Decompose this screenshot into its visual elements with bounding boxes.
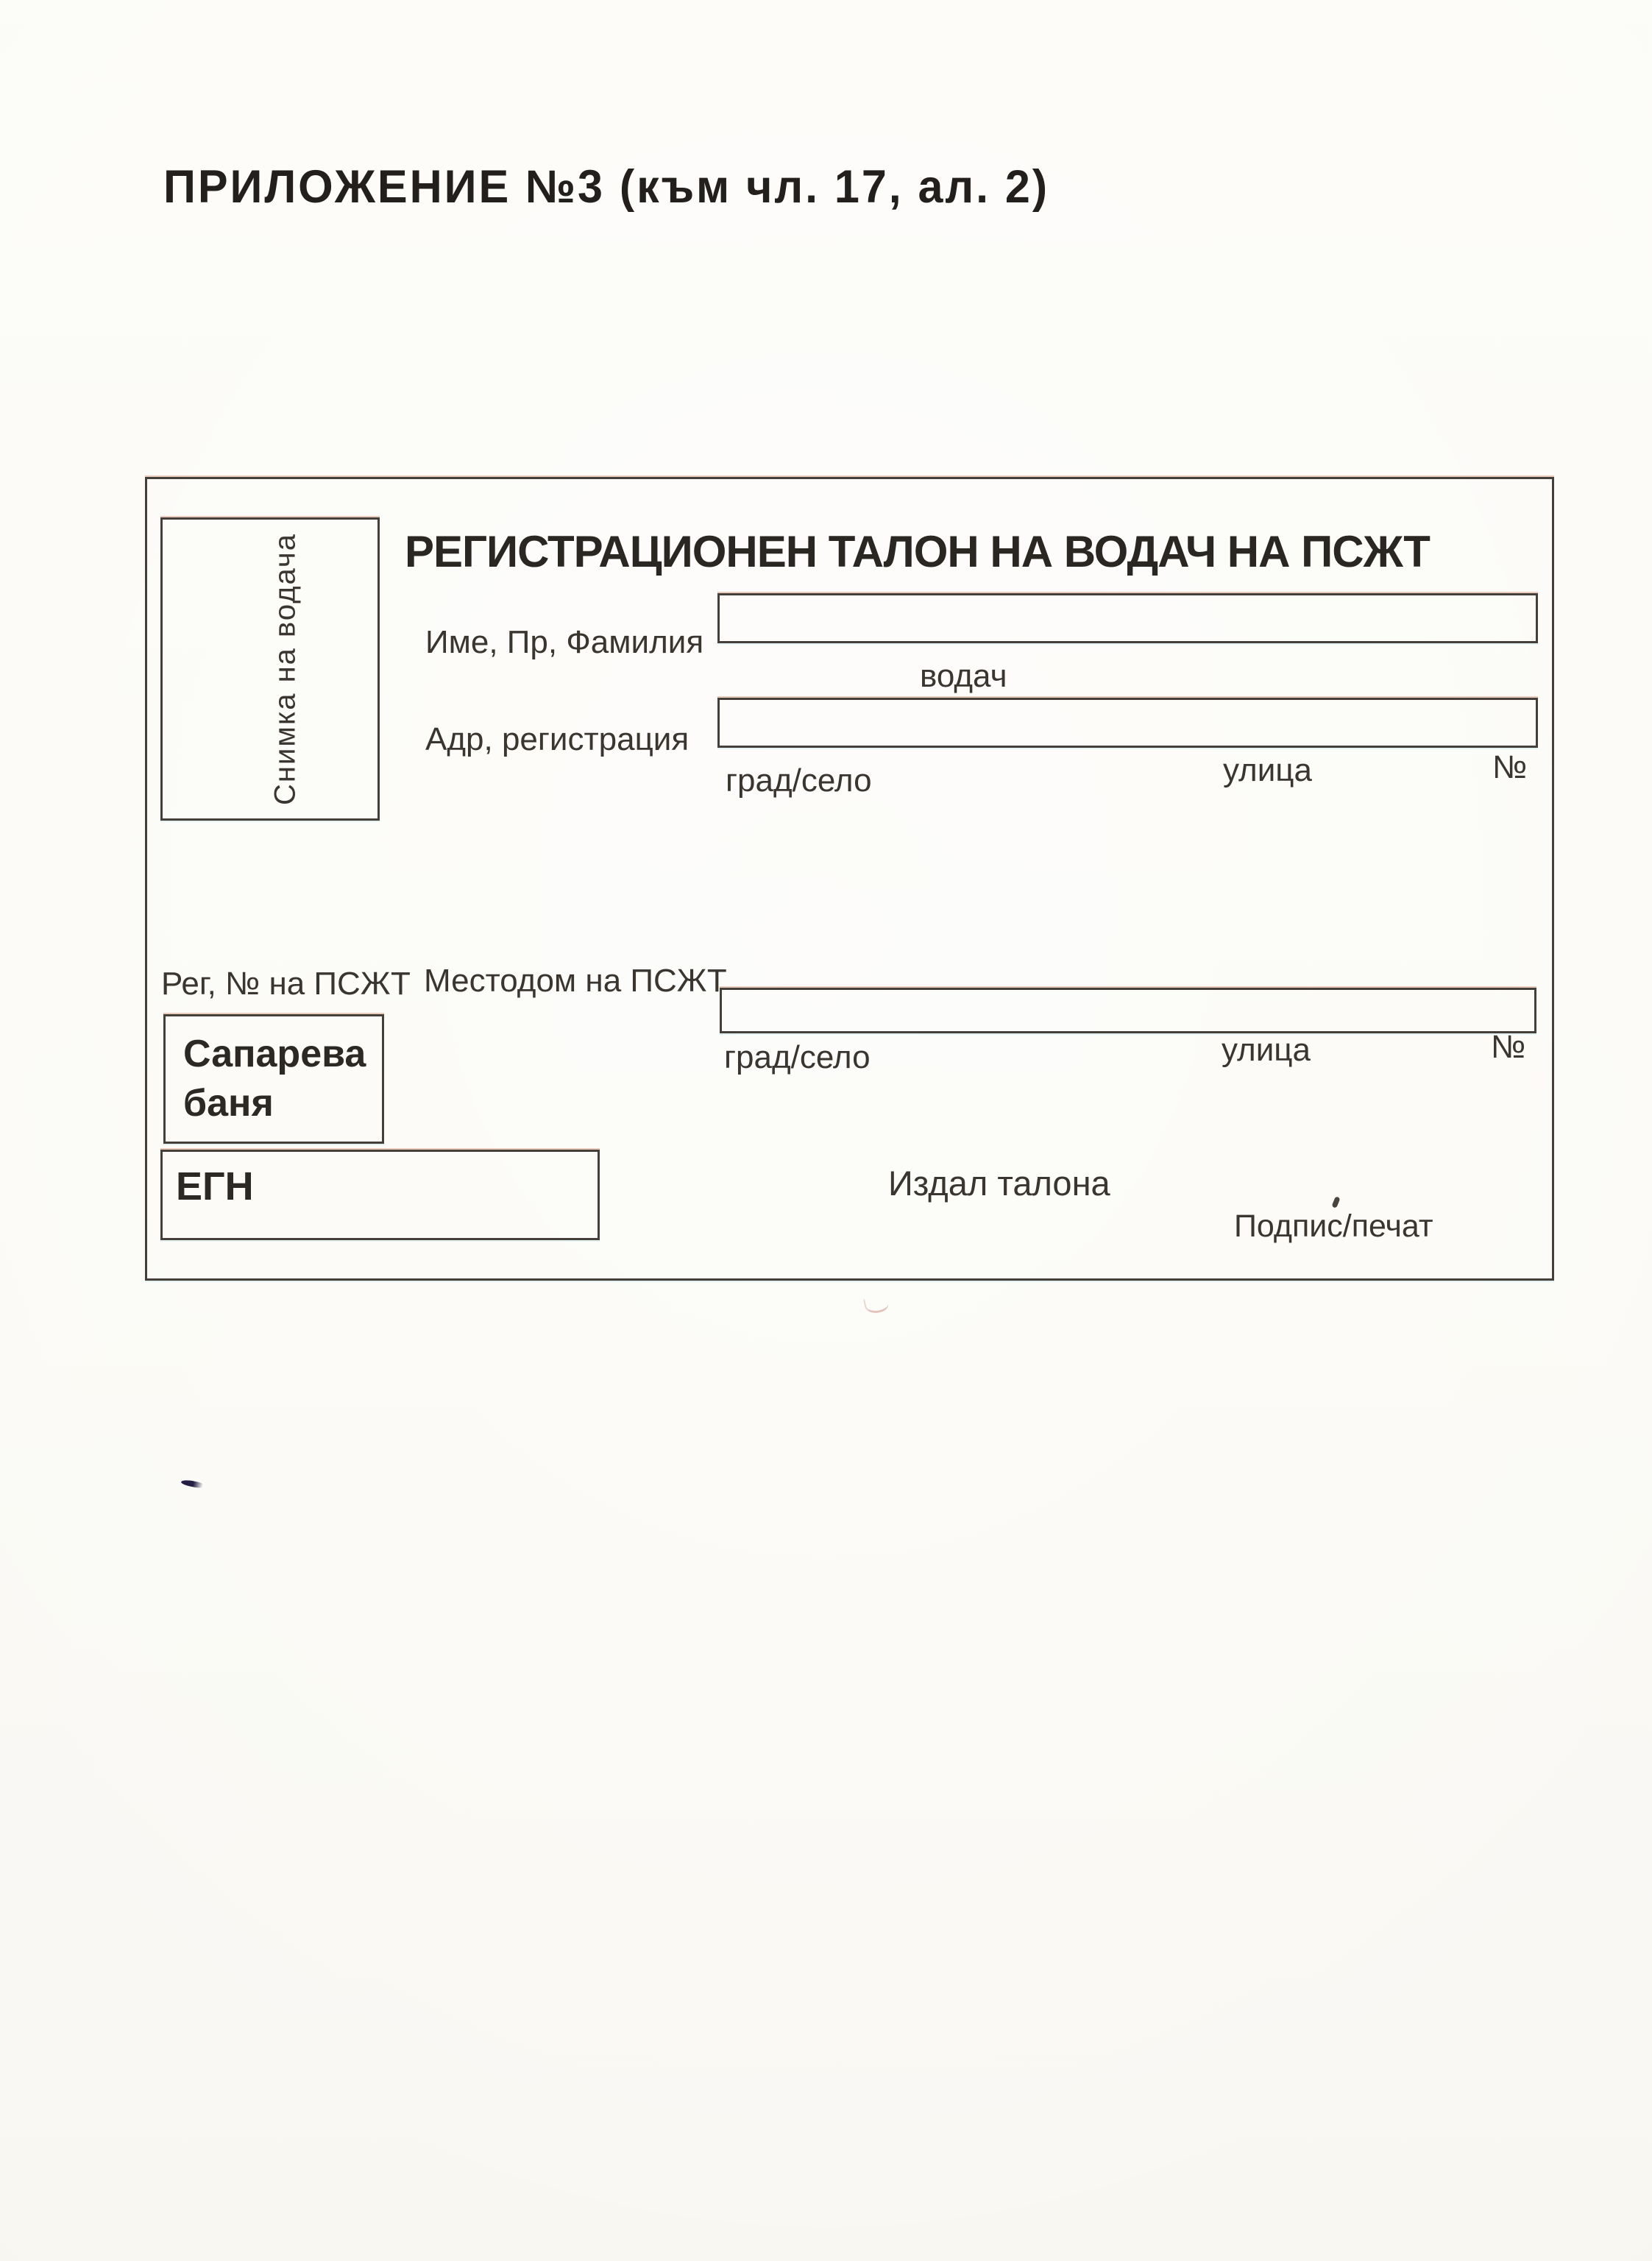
domicile-field-value [722,990,1534,1002]
name-field-label: Име, Пр, Фамилия [425,624,704,660]
issued-by-label: Издал талона [888,1164,1110,1203]
domicile-city-caption: град/село [724,1039,871,1075]
name-field-value [720,595,1536,607]
photo-box [160,517,380,821]
name-field-caption: водач [920,658,1007,694]
pen-mark-artifact [180,1479,203,1489]
municipality-box [163,1014,384,1144]
card-title: РЕГИСТРАЦИОНЕН ТАЛОН НА ВОДАЧ НА ПСЖТ [405,527,1430,576]
reg-number-label: Рег, № на ПСЖТ [161,966,411,1002]
address-field-value [720,700,1536,712]
address-street-caption: улица [1223,752,1312,788]
domicile-label: Местодом на ПСЖТ [424,963,727,999]
address-field-label: Адр, регистрация [425,721,689,757]
page-title: ПРИЛОЖЕНИЕ №3 (към чл. 17, ал. 2) [163,161,1050,213]
address-field-box [717,698,1538,748]
egn-box [160,1150,600,1240]
egn-label: ЕГН [176,1164,254,1209]
address-number-caption: № [1492,749,1528,785]
domicile-street-caption: улица [1222,1032,1311,1068]
signature-stamp-label: Подпис/печат [1234,1209,1433,1244]
municipality-value: Сапарева баня [183,1033,366,1125]
name-field-box [717,593,1538,643]
domicile-number-caption: № [1491,1029,1526,1065]
registration-card [145,477,1554,1281]
address-city-caption: град/село [726,762,872,799]
photo-box-label: Снимка на водача [269,533,302,805]
domicile-field-box [720,988,1536,1033]
stray-dot-artifact [1331,1196,1340,1209]
smudge-artifact [863,1295,890,1315]
